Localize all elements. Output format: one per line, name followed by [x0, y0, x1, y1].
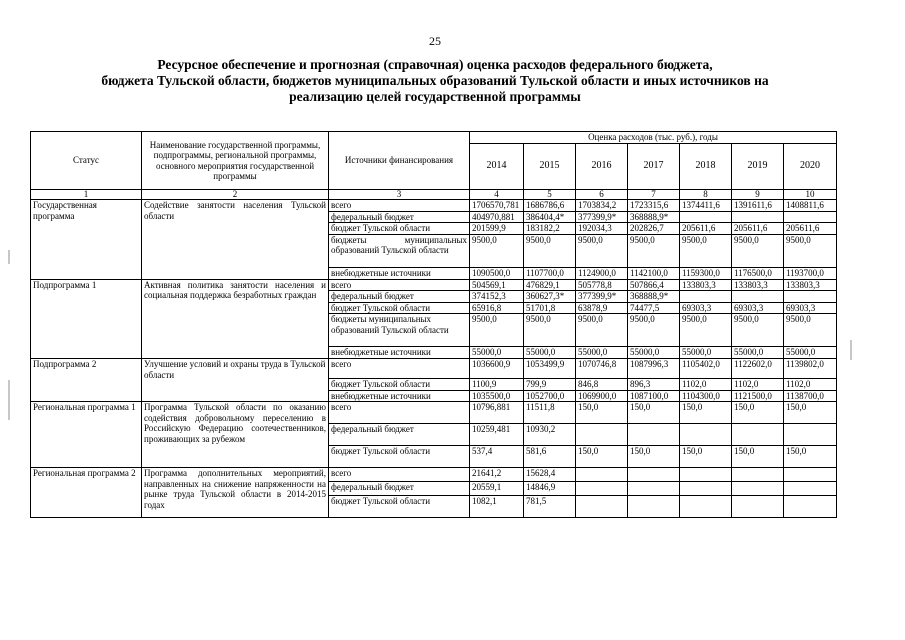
value-cell: 386404,4* — [524, 211, 576, 223]
header-year: 2017 — [628, 144, 680, 190]
page-number: 25 — [429, 34, 441, 48]
value-cell: 10930,2 — [524, 424, 576, 446]
value-cell: 1036600,9 — [470, 359, 524, 379]
value-cell: 1176500,0 — [732, 267, 784, 279]
value-cell: 133803,3 — [732, 279, 784, 291]
column-number: 4 — [470, 190, 524, 200]
table-row — [31, 468, 837, 482]
value-cell: 1139802,0 — [784, 359, 837, 379]
value-cell: 1723315,6 — [628, 200, 680, 212]
value-cell: 9500,0 — [680, 234, 732, 267]
column-number: 2 — [142, 190, 329, 200]
scan-mark — [8, 250, 10, 264]
value-cell: 1105402,0 — [680, 359, 732, 379]
value-cell: 205611,6 — [784, 223, 837, 235]
value-cell: 368888,9* — [628, 211, 680, 223]
value-cell: 1706570,781 — [470, 200, 524, 212]
value-cell: 1121500,0 — [732, 390, 784, 402]
title-line-3: реализацию целей государственной программы — [289, 89, 581, 104]
value-cell: 150,0 — [732, 446, 784, 468]
value-cell: 1102,0 — [680, 379, 732, 391]
value-cell: 1124900,0 — [576, 267, 628, 279]
program-name-cell: Улучшение условий и охраны труда в Тульской области — [142, 359, 329, 402]
source-cell: всего — [329, 402, 470, 424]
value-cell: 1102,0 — [732, 379, 784, 391]
value-cell: 1087996,3 — [628, 359, 680, 379]
value-cell — [732, 424, 784, 446]
value-cell: 799,9 — [524, 379, 576, 391]
value-cell — [576, 468, 628, 482]
value-cell: 368888,9* — [628, 291, 680, 303]
value-cell: 1107700,0 — [524, 267, 576, 279]
header-name: Наименование государственной программы, подпрограммы, региональной программы, основного мероприятия государственной программы — [142, 132, 329, 190]
value-cell — [680, 211, 732, 223]
value-cell: 10796,881 — [470, 402, 524, 424]
value-cell: 1087100,0 — [628, 390, 680, 402]
value-cell: 1082,1 — [470, 496, 524, 518]
value-cell: 14846,9 — [524, 482, 576, 496]
value-cell: 1193700,0 — [784, 267, 837, 279]
table-row — [31, 279, 837, 291]
table-row — [31, 359, 837, 379]
table-row — [31, 200, 837, 212]
source-cell: федеральный бюджет — [329, 291, 470, 303]
column-number: 7 — [628, 190, 680, 200]
header-year: 2020 — [784, 144, 837, 190]
source-cell: федеральный бюджет — [329, 482, 470, 496]
value-cell: 9500,0 — [732, 234, 784, 267]
source-cell: внебюджетные источники — [329, 267, 470, 279]
value-cell: 505778,8 — [576, 279, 628, 291]
header-year: 2016 — [576, 144, 628, 190]
value-cell: 55000,0 — [576, 347, 628, 359]
value-cell: 1069900,0 — [576, 390, 628, 402]
program-name-cell: Программа дополнительных мероприятий, направленных на снижение напряженности на рынке труда Тульской области в 2014-2015 годах — [142, 468, 329, 518]
value-cell: 205611,6 — [732, 223, 784, 235]
value-cell — [732, 468, 784, 482]
title-line-1: Ресурсное обеспечение и прогнозная (справочная) оценка расходов федерального бюджета, — [157, 57, 713, 72]
status-cell: Подпрограмма 2 — [31, 359, 142, 402]
column-number: 3 — [329, 190, 470, 200]
value-cell: 1053499,9 — [524, 359, 576, 379]
value-cell: 21641,2 — [470, 468, 524, 482]
header-status: Статус — [31, 132, 142, 190]
header-year: 2014 — [470, 144, 524, 190]
value-cell: 150,0 — [784, 402, 837, 424]
value-cell — [576, 482, 628, 496]
value-cell: 150,0 — [576, 402, 628, 424]
value-cell — [628, 468, 680, 482]
value-cell: 9500,0 — [628, 234, 680, 267]
value-cell: 150,0 — [680, 446, 732, 468]
column-number: 1 — [31, 190, 142, 200]
value-cell: 9500,0 — [576, 234, 628, 267]
value-cell: 1035500,0 — [470, 390, 524, 402]
value-cell — [576, 496, 628, 518]
column-number: 8 — [680, 190, 732, 200]
value-cell: 1138700,0 — [784, 390, 837, 402]
value-cell: 192034,3 — [576, 223, 628, 235]
source-cell: всего — [329, 200, 470, 212]
value-cell: 69303,3 — [680, 302, 732, 314]
value-cell — [732, 211, 784, 223]
header-estimate: Оценка расходов (тыс. руб.), годы — [470, 132, 837, 144]
value-cell: 1052700,0 — [524, 390, 576, 402]
program-name-cell: Активная политика занятости населения и социальная поддержка безработных граждан — [142, 279, 329, 359]
value-cell: 133803,3 — [784, 279, 837, 291]
value-cell — [680, 496, 732, 518]
value-cell — [680, 424, 732, 446]
value-cell: 1703834,2 — [576, 200, 628, 212]
value-cell — [576, 424, 628, 446]
value-cell: 74477,5 — [628, 302, 680, 314]
column-number: 10 — [784, 190, 837, 200]
program-name-cell: Содействие занятости населения Тульской области — [142, 200, 329, 280]
value-cell: 150,0 — [784, 446, 837, 468]
source-cell: всего — [329, 279, 470, 291]
value-cell: 55000,0 — [470, 347, 524, 359]
value-cell: 150,0 — [576, 446, 628, 468]
value-cell: 581,6 — [524, 446, 576, 468]
value-cell: 150,0 — [628, 402, 680, 424]
value-cell — [680, 482, 732, 496]
value-cell — [680, 291, 732, 303]
value-cell: 55000,0 — [732, 347, 784, 359]
scan-mark — [8, 380, 10, 420]
value-cell: 9500,0 — [576, 314, 628, 347]
value-cell: 1159300,0 — [680, 267, 732, 279]
value-cell: 65916,8 — [470, 302, 524, 314]
value-cell: 69303,3 — [784, 302, 837, 314]
title-line-2: бюджета Тульской области, бюджетов муниципальных образований Тульской области и иных источников на — [101, 73, 769, 88]
value-cell: 377399,9* — [576, 211, 628, 223]
value-cell — [784, 482, 837, 496]
source-cell: бюджеты муниципальных образований Тульской области — [329, 314, 470, 347]
source-cell: всего — [329, 359, 470, 379]
value-cell: 55000,0 — [680, 347, 732, 359]
value-cell: 9500,0 — [524, 314, 576, 347]
value-cell: 377399,9* — [576, 291, 628, 303]
value-cell — [784, 291, 837, 303]
status-cell: Государственная программа — [31, 200, 142, 280]
header-sources: Источники финансирования — [329, 132, 470, 190]
value-cell: 9500,0 — [470, 314, 524, 347]
document-title — [40, 57, 830, 105]
value-cell — [732, 496, 784, 518]
value-cell: 69303,3 — [732, 302, 784, 314]
source-cell: внебюджетные источники — [329, 390, 470, 402]
column-number: 6 — [576, 190, 628, 200]
value-cell: 20559,1 — [470, 482, 524, 496]
value-cell: 55000,0 — [524, 347, 576, 359]
source-cell: федеральный бюджет — [329, 424, 470, 446]
value-cell — [784, 496, 837, 518]
value-cell: 360627,3* — [524, 291, 576, 303]
value-cell: 10259,481 — [470, 424, 524, 446]
value-cell: 9500,0 — [732, 314, 784, 347]
value-cell: 55000,0 — [628, 347, 680, 359]
value-cell: 846,8 — [576, 379, 628, 391]
value-cell: 63878,9 — [576, 302, 628, 314]
table-row — [31, 402, 837, 424]
value-cell: 9500,0 — [470, 234, 524, 267]
scan-mark — [850, 340, 852, 360]
value-cell — [680, 468, 732, 482]
value-cell: 1102,0 — [784, 379, 837, 391]
value-cell: 896,3 — [628, 379, 680, 391]
source-cell: бюджет Тульской области — [329, 223, 470, 235]
value-cell: 15628,4 — [524, 468, 576, 482]
value-cell: 1090500,0 — [470, 267, 524, 279]
source-cell: федеральный бюджет — [329, 211, 470, 223]
value-cell: 504569,1 — [470, 279, 524, 291]
header-year: 2015 — [524, 144, 576, 190]
value-cell: 1686786,6 — [524, 200, 576, 212]
value-cell — [784, 468, 837, 482]
header-year: 2019 — [732, 144, 784, 190]
header-year: 2018 — [680, 144, 732, 190]
value-cell — [784, 211, 837, 223]
source-cell: внебюджетные источники — [329, 347, 470, 359]
source-cell: бюджеты муниципальных образований Тульской области — [329, 234, 470, 267]
source-cell: бюджет Тульской области — [329, 302, 470, 314]
status-cell: Региональная программа 1 — [31, 402, 142, 468]
source-cell: всего — [329, 468, 470, 482]
value-cell: 55000,0 — [784, 347, 837, 359]
value-cell: 1408811,6 — [784, 200, 837, 212]
value-cell: 9500,0 — [524, 234, 576, 267]
value-cell: 9500,0 — [628, 314, 680, 347]
value-cell: 150,0 — [680, 402, 732, 424]
status-cell: Региональная программа 2 — [31, 468, 142, 518]
value-cell: 1374411,6 — [680, 200, 732, 212]
value-cell: 1070746,8 — [576, 359, 628, 379]
resource-table — [30, 131, 837, 518]
value-cell: 1122602,0 — [732, 359, 784, 379]
value-cell: 9500,0 — [784, 314, 837, 347]
source-cell: бюджет Тульской области — [329, 379, 470, 391]
value-cell — [732, 291, 784, 303]
value-cell: 1104300,0 — [680, 390, 732, 402]
value-cell — [628, 496, 680, 518]
value-cell: 537,4 — [470, 446, 524, 468]
value-cell: 1391611,6 — [732, 200, 784, 212]
value-cell: 1142100,0 — [628, 267, 680, 279]
value-cell: 781,5 — [524, 496, 576, 518]
value-cell: 133803,3 — [680, 279, 732, 291]
value-cell: 150,0 — [732, 402, 784, 424]
value-cell: 9500,0 — [680, 314, 732, 347]
value-cell: 1100,9 — [470, 379, 524, 391]
value-cell: 51701,8 — [524, 302, 576, 314]
column-number: 5 — [524, 190, 576, 200]
value-cell: 404970,881 — [470, 211, 524, 223]
status-cell: Подпрограмма 1 — [31, 279, 142, 359]
value-cell — [628, 482, 680, 496]
column-number: 9 — [732, 190, 784, 200]
program-name-cell: Программа Тульской области по оказанию содействия добровольному переселению в Российскую Федерацию соотечественников, проживающих за рубежом — [142, 402, 329, 468]
source-cell: бюджет Тульской области — [329, 496, 470, 518]
value-cell: 9500,0 — [784, 234, 837, 267]
value-cell: 205611,6 — [680, 223, 732, 235]
value-cell: 374152,3 — [470, 291, 524, 303]
value-cell — [628, 424, 680, 446]
value-cell: 476829,1 — [524, 279, 576, 291]
source-cell: бюджет Тульской области — [329, 446, 470, 468]
value-cell: 11511,8 — [524, 402, 576, 424]
value-cell: 183182,2 — [524, 223, 576, 235]
value-cell: 150,0 — [628, 446, 680, 468]
value-cell — [732, 482, 784, 496]
value-cell: 507866,4 — [628, 279, 680, 291]
value-cell: 202826,7 — [628, 223, 680, 235]
value-cell: 201599,9 — [470, 223, 524, 235]
value-cell — [784, 424, 837, 446]
